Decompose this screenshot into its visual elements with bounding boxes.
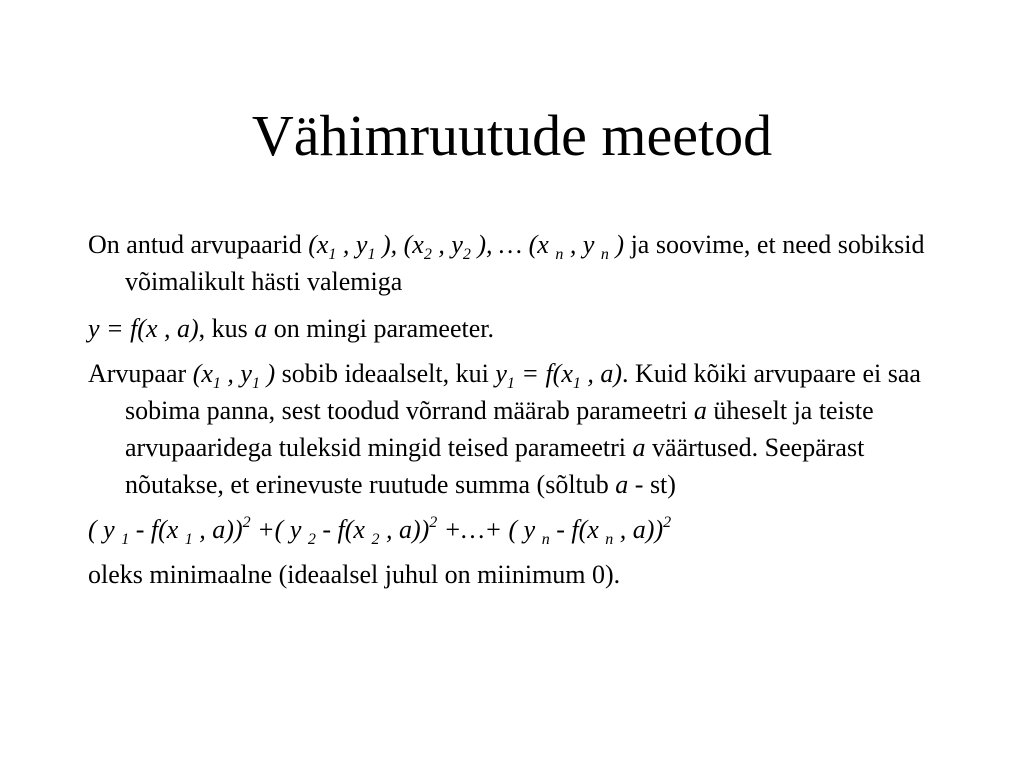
paragraph-number-pairs: On antud arvupaarid ($x_1$ , $y_1$ ), ($x_2$ , $y_2$ ), … (x $_n$ , y $_n$ ) ja soovime, et need sobiksid võimalikult hästi valemiga (88, 230, 925, 296)
slide-title: Vähimruutude meetod (251, 103, 773, 168)
paragraph-ideal-fit: Arvupaar ($x_1$ , $y_1$ ) sobib ideaalselt, kui $y_1 = f(x_1$ , a). Kuid kõiki arvupaare ei saa sobima panna, sest toodud võrrand määrab parameetri a üheselt ja teiste arvupaaridega tuleksid mingid teised parameetri a väärtused. Seepärast nõutakse, et erinevuste ruutude summa (sõltub a - st) (88, 359, 921, 499)
parameter-a: a (632, 433, 646, 462)
sum-of-squares-formula: ( y $_1$ - f(x $_1$ , a))$^2$ +( y $_2$ - f(x $_2$ , a))$^2$ +…+ ( y $_n$ - f(x $_n$ , a))$^2$ (88, 514, 672, 548)
parameter-a: a (693, 396, 707, 425)
pairs-formula: ($x_1$ , $y_1$ ), ($x_2$ , $y_2$ ), … (x $_n$ , y $_n$ ) (308, 230, 625, 263)
paragraph-formula: y = f(x , a), kus a on mingi parameeter. (88, 314, 494, 343)
parameter-a: a (615, 470, 629, 499)
model-formula: y = f(x , a) (88, 314, 199, 343)
pair-formula: ($x_1$ , $y_1$ ) (192, 359, 276, 392)
ideal-equation: $y_1 = f(x_1$ , a) (495, 359, 623, 392)
paragraph-minimal: oleks minimaalne (ideaalsel juhul on miinimum 0). (88, 560, 621, 589)
slide-body (88, 226, 968, 603)
parameter-a: a (254, 314, 268, 343)
